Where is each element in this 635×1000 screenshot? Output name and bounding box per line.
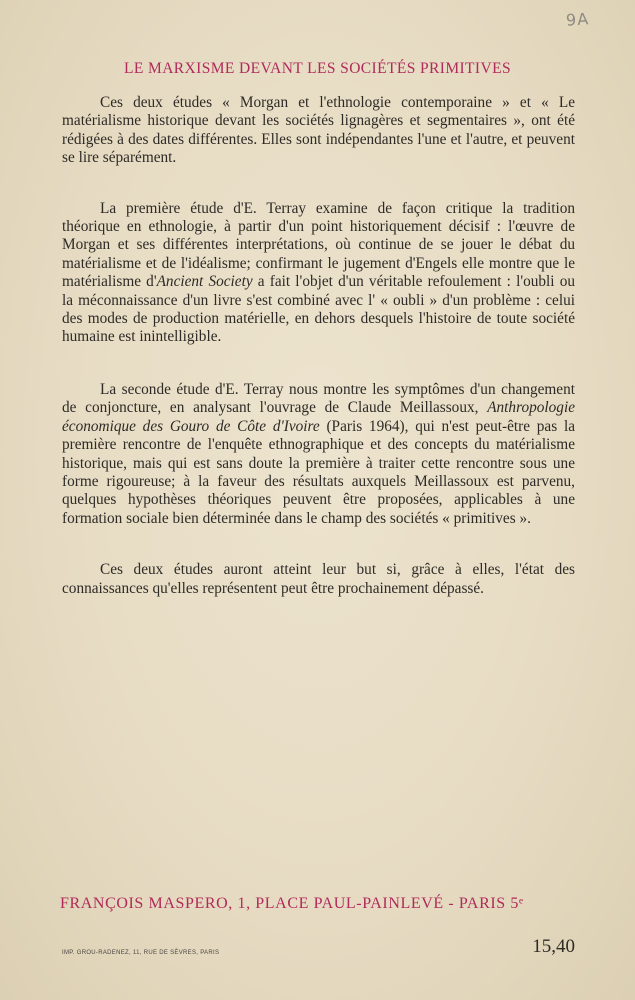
paragraph-3-part-b: (Paris 1964), qui n'est peut-être pas la première rencontre de l'enquête ethnographique et des concepts du matérialisme historique, mais qui est sans doute la première à traiter cette rencontre sous une forme rigoureuse; à la faveur des résultats auxquels Meillassoux est parvenu, quelques hypothèses théoriques peuvent être proposées, applicables à une formation sociale bien déterminée dans le champ des sociétés « primitives ». xyxy=(62,417,575,527)
paragraph-2 xyxy=(62,200,575,347)
pencil-annotation: 9A xyxy=(565,9,590,30)
printer-imprint: IMP. GROU-RADENEZ, 11, RUE DE SÈVRES, PARIS xyxy=(62,950,220,956)
blurb-text xyxy=(62,94,575,632)
page-title: LE MARXISME DEVANT LES SOCIÉTÉS PRIMITIVES xyxy=(124,60,511,77)
book-title-ancient-society: Ancient Society xyxy=(156,273,253,291)
paragraph-3-part-a: La seconde étude d'E. Terray nous montre les symptômes d'un changement de conjoncture, en analysant l'ouvrage de Claude Meillassoux, xyxy=(62,380,575,417)
paragraph-1: Ces deux études « Morgan et l'ethnologie contemporaine » et « Le matérialisme historique devant les sociétés lignagères et segmentaires », ont été rédigées à des dates différentes. Elles sont indépendantes l'une et l'autre, et peuvent se lire séparément. xyxy=(62,94,575,167)
book-title-anthropologie: Anthropologie économique des Gouro de Côte d'Ivoire xyxy=(62,399,575,435)
price: 15,40 xyxy=(532,936,575,957)
paragraph-3 xyxy=(62,381,575,528)
paragraph-2-part-b: a fait l'objet d'un véritable refoulement : l'oubli ou la méconnaissance d'un livre s'est combiné avec l' « oubli » d'un problème : celui des modes de production matérielle, en dehors desquels l'histoire de toute société humaine est inintelligible. xyxy=(62,273,576,346)
paragraph-4: Ces deux études auront atteint leur but si, grâce à elles, l'état des connaissances qu'elles représentent peut être prochainement dépassé. xyxy=(62,561,575,597)
paragraph-2-part-a: La première étude d'E. Terray examine de façon critique la tradition théorique en ethnologie, à partir d'un point historiquement décisif : l'œuvre de Morgan et ses différentes interprétations, où continue de se jouer le débat du matérialisme et de l'idéalisme; confirmant le jugement d'Engels elle montre que le matérialisme d' xyxy=(62,199,575,291)
publisher-address: FRANÇOIS MASPERO, 1, PLACE PAUL-PAINLEVÉ - PARIS 5ᵉ xyxy=(60,895,524,912)
